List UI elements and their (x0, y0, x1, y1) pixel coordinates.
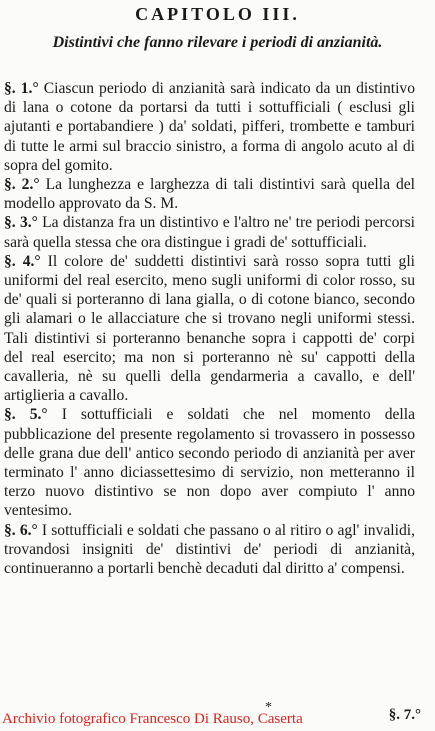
paragraph-text: La lunghezza e larghezza di tali distintivi sarà quella del modello approvato da S. M. (4, 176, 415, 213)
page-footer (0, 700, 435, 728)
paragraph-number: §. 4.° (4, 252, 41, 270)
paragraph-text: Il colore de' suddetti distintivi sarà rosso sopra tutti gli uniformi del real esercito, meno sugli uniformi di color rosso, su de' quali si porteranno di lana gialla, o di cotone bianco, secondo gli alamari o le allacciature che si trovano negli uniformi stessi. Tali distintivi si porteranno benanche sopra i cappotti de' corpi del real esercito; ma non si porteranno nè su' cappotti della cavalleria, nè su quelli della gendarmeria a cavallo, e dell' artiglieria a cavallo. (4, 252, 415, 405)
paragraph-3 (4, 213, 415, 251)
paragraph-1 (4, 79, 415, 175)
paragraph-text: I sottufficiali e soldati che nel momento della pubblicazione del presente regolamento si trovassero in possesso delle grana due dell' antico secondo periodo di anzianità per aver terminato l' anno diciassettesimo di servizio, non metteranno il terzo nuovo distintivo se non dopo aver compiuto l' anno ventesimo. (4, 406, 416, 520)
archive-watermark: Archivio fotografico Francesco Di Rauso, Caserta (2, 711, 303, 727)
paragraph-number: §. 3.° (4, 214, 38, 232)
paragraph-number: §. 5.° (4, 406, 48, 424)
paragraph-2 (4, 175, 415, 213)
document-body (4, 79, 415, 578)
paragraph-6 (4, 521, 415, 579)
paragraph-5 (4, 405, 415, 520)
chapter-title: CAPITOLO III. (135, 4, 300, 24)
paragraph-4 (4, 252, 415, 406)
paragraph-text: La distanza fra un distintivo e l'altro ne' tre periodi percorsi sarà quella stessa che ora distingue i gradi de' sottufficiali. (4, 214, 415, 251)
footnote-star: * (265, 700, 272, 715)
paragraph-number: §. 1.° (4, 80, 39, 97)
chapter-subtitle: Distintivi che fanno rilevare i periodi di anzianità. (52, 34, 383, 51)
paragraph-number: §. 2.° (4, 176, 40, 194)
next-section-catchword: §. 7.° (388, 707, 421, 723)
paragraph-text: I sottufficiali e soldati che passano o al ritiro o agl' invalidi, trovandosi insigniti de' distintivi de' periodi di anzianità, continueranno a portarli benchè decaduti dal diritto a' compensi. (4, 521, 415, 578)
paragraph-number: §. 6.° (4, 521, 38, 539)
paragraph-text: Ciascun periodo di anzianità sarà indicato da un distintivo di lana o cotone da portarsi da tutti i sottufficiali ( esclusi gli ajutanti e portabandiere ) da' soldati, pifferi, trombette e tamburi di tutte le armi sul braccio sinistro, a forma di angolo acuto al di sopra del gomito. (4, 80, 416, 174)
